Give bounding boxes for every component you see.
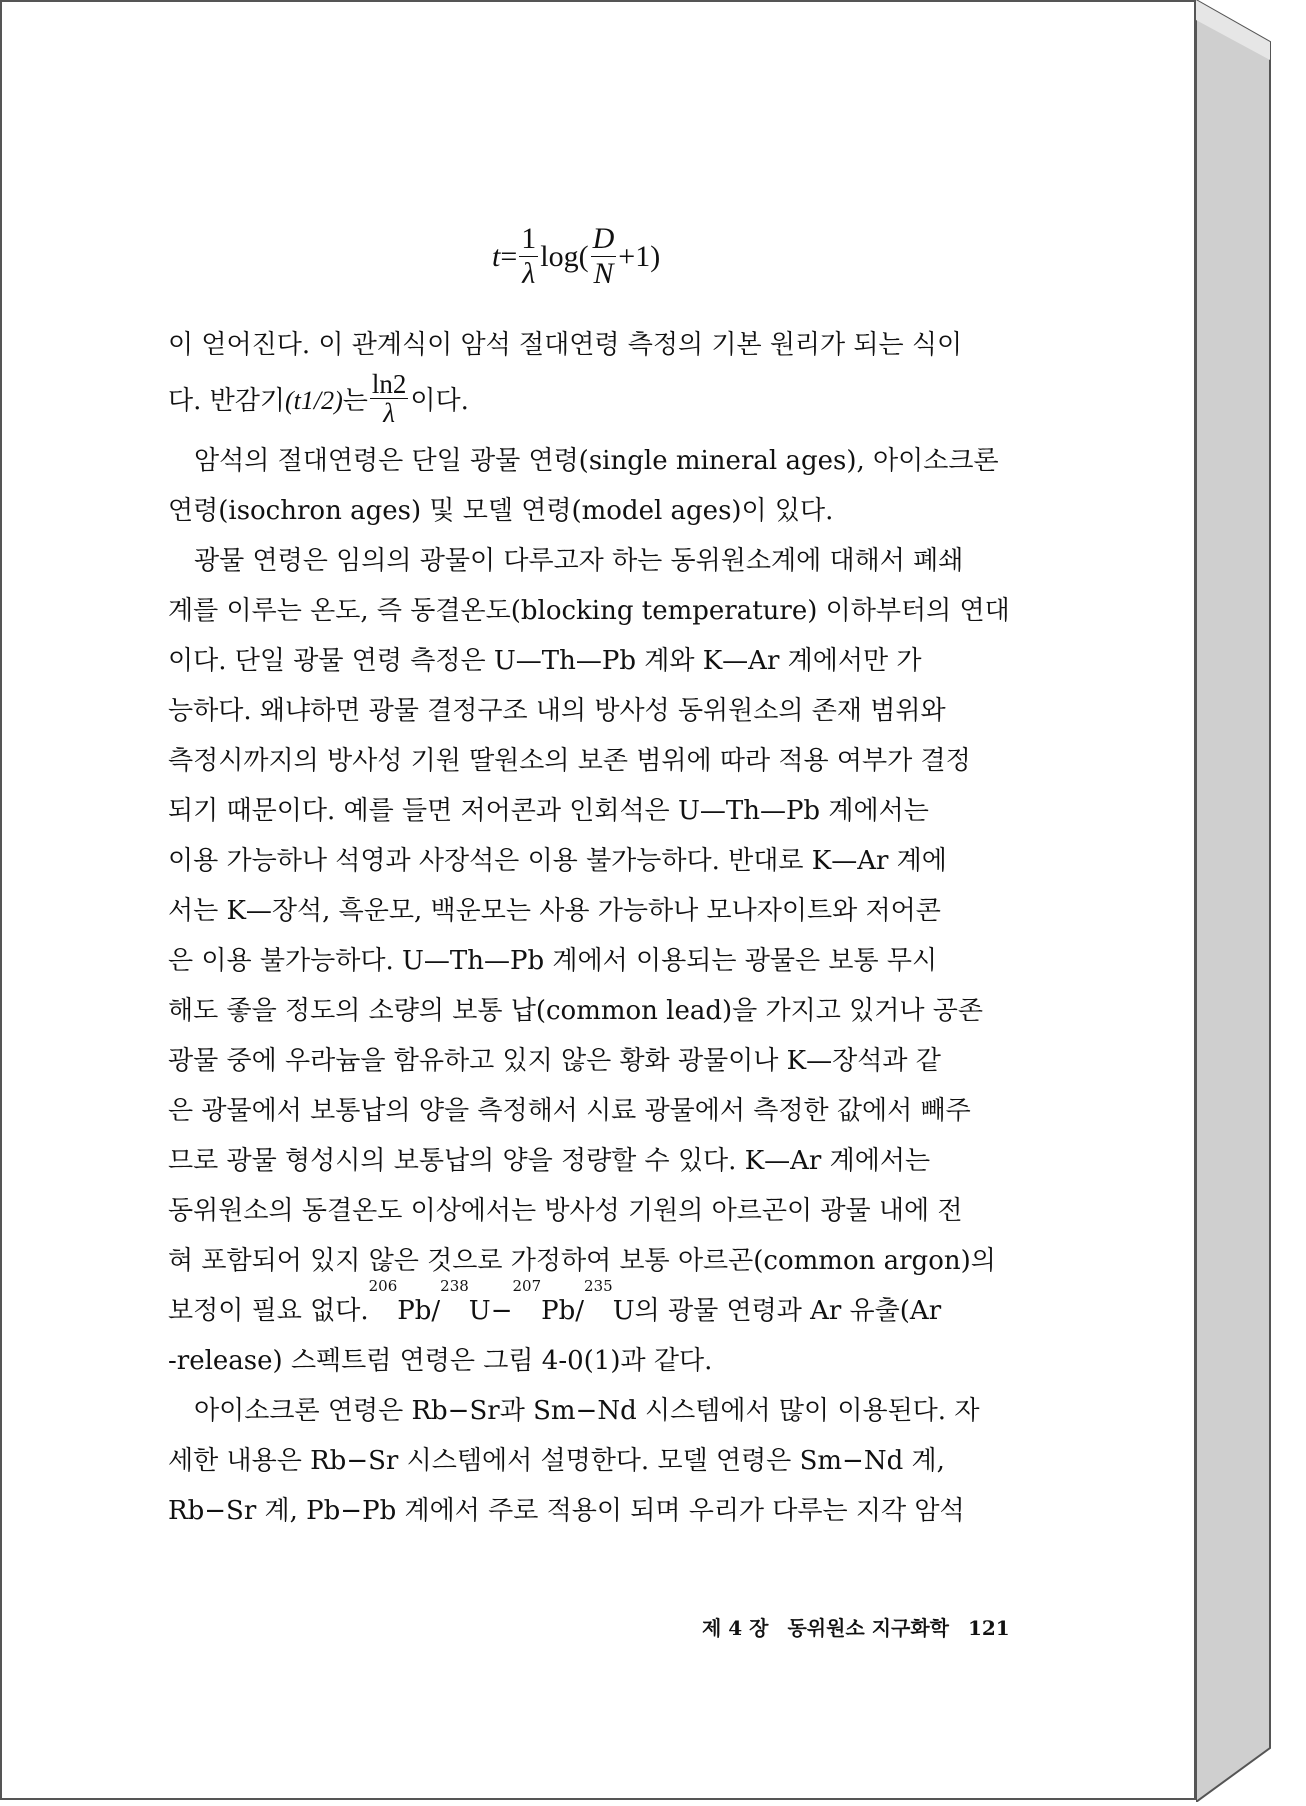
page-number: 121 [967, 1616, 1010, 1640]
text-line: 이다. 단일 광물 연령 측정은 U—Th—Pb 계와 K—Ar 계에서만 가 [168, 646, 922, 676]
text-line: 서는 K—장석, 흑운모, 백운모는 사용 가능하나 모나자이트와 저어콘 [168, 896, 941, 926]
half-life-symbol: (t1/2) [285, 386, 343, 415]
text-line: 되기 때문이다. 예를 들면 저어콘과 인회석은 U—Th—Pb 계에서는 [168, 796, 929, 826]
body-text [168, 320, 1034, 1536]
text-line-isotopes: 보정이 필요 없다. 206 Pb/ 238 U− 207 Pb/ 235 U의 광물 연령과 Ar 유출(Ar [168, 1277, 942, 1326]
text-line: 은 광물에서 보통납의 양을 측정해서 시료 광물에서 측정한 값에서 빼주 [168, 1096, 971, 1126]
text-line: 측정시까지의 방사성 기원 딸원소의 보존 범위에 따라 적용 여부가 결정 [168, 746, 971, 776]
page-footer [702, 1612, 1022, 1641]
text-line: 광물 중에 우라늄을 함유하고 있지 않은 황화 광물이나 K—장석과 같 [168, 1046, 941, 1076]
eq-frac-d-n: $\frac{D}{N}$ [592, 222, 615, 290]
eq-t: t [492, 239, 501, 273]
text-line: 므로 광물 형성시의 보통납의 양을 정량할 수 있다. K—Ar 계에서는 [168, 1146, 931, 1176]
text-line: 이용 가능하나 석영과 사장석은 이용 불가능하다. 반대로 K—Ar 계에 [168, 846, 947, 876]
text-line: 동위원소의 동결온도 이상에서는 방사성 기원의 아르곤이 광물 내에 전 [168, 1196, 963, 1226]
text-line: 세한 내용은 Rb−Sr 시스템에서 설명한다. 모델 연령은 Sm−Nd 계, [168, 1446, 945, 1476]
text-line: -release) 스펙트럼 연령은 그림 4-0(1)과 같다. [168, 1346, 713, 1376]
chapter-title: 동위원소 지구화학 [787, 1616, 949, 1640]
text-line: 이 얻어진다. 이 관계식이 암석 절대연령 측정의 기본 원리가 되는 식이 [168, 330, 963, 360]
text-line: 광물 연령은 임의의 광물이 다루고자 하는 동위원소계에 대해서 폐쇄 [194, 546, 964, 576]
book-page-edge [1196, 0, 1280, 1802]
text-line: 연령(isochron ages) 및 모델 연령(model ages)이 있다. [168, 496, 834, 526]
text-line: Rb−Sr 계, Pb−Pb 계에서 주로 적용이 되며 우리가 다루는 지각 암석 [168, 1496, 965, 1526]
text-line: 아이소크론 연령은 Rb−Sr과 Sm−Nd 시스템에서 많이 이용된다. 자 [194, 1396, 980, 1426]
text-line: 능하다. 왜냐하면 광물 결정구조 내의 방사성 동위원소의 존재 범위와 [168, 696, 946, 726]
eq-frac-1-lambda: $\frac{1}{\lambda}$ [521, 222, 537, 290]
text-line: 계를 이루는 온도, 즉 동결온도(blocking temperature) 이하부터의 연대 [168, 596, 1010, 626]
age-equation: t = $\frac{1}{\lambda}$ log ( $\frac{D}{N}$ +1) [492, 222, 661, 290]
text-line: 혀 포함되어 있지 않은 것으로 가정하여 보통 아르곤(common argon)의 [168, 1246, 996, 1276]
text-line: 다. 반감기 (t1/2) 는 $\frac{\ln 2}{\lambda}$ 이다. [168, 370, 1034, 432]
chapter-label: 제 4 장 [702, 1616, 769, 1640]
text-line: 해도 좋을 정도의 소량의 보통 납(common lead)을 가지고 있거나 공존 [168, 996, 983, 1026]
text-line: 은 이용 불가능하다. U—Th—Pb 계에서 이용되는 광물은 보통 무시 [168, 946, 938, 976]
eq-log: log [540, 239, 579, 273]
ln2-over-lambda: $\frac{\ln 2}{\lambda}$ [371, 369, 407, 429]
eq-equals: = [500, 239, 518, 273]
text-line: 암석의 절대연령은 단일 광물 연령(single mineral ages), 아이소크론 [194, 446, 999, 476]
